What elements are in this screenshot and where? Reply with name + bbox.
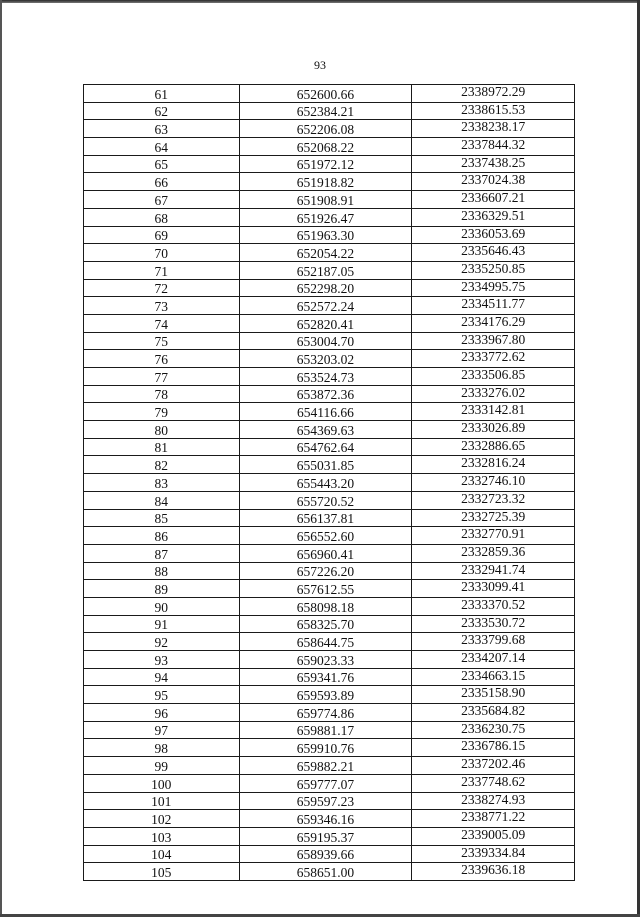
table-row [84,120,575,138]
table-row [84,562,575,580]
y-coordinate-cell: 2333530.72 [412,615,575,633]
point-number-cell: 93 [84,651,240,669]
table-row [84,261,575,279]
y-coordinate-cell: 2338972.29 [412,85,575,103]
y-coordinate-cell: 2337202.46 [412,757,575,775]
x-coordinate-cell: 658644.75 [239,633,412,651]
point-number-cell: 96 [84,704,240,722]
x-coordinate-cell: 651918.82 [239,173,412,191]
x-coordinate-cell: 659023.33 [239,651,412,669]
x-coordinate-cell: 659774.86 [239,704,412,722]
table-row [84,633,575,651]
y-coordinate-cell: 2334995.75 [412,279,575,297]
table-row [84,509,575,527]
y-coordinate-cell: 2332725.39 [412,509,575,527]
x-coordinate-cell: 656552.60 [239,527,412,545]
table-row [84,491,575,509]
coordinate-table [83,84,575,881]
x-coordinate-cell: 651963.30 [239,226,412,244]
table-row [84,332,575,350]
x-coordinate-cell: 654762.64 [239,438,412,456]
y-coordinate-cell: 2333026.89 [412,421,575,439]
point-number-cell: 71 [84,261,240,279]
y-coordinate-cell: 2339636.18 [412,863,575,881]
scan-border-left [0,0,2,917]
y-coordinate-cell: 2335646.43 [412,244,575,262]
x-coordinate-cell: 652600.66 [239,85,412,103]
x-coordinate-cell: 658939.66 [239,845,412,863]
y-coordinate-cell: 2336053.69 [412,226,575,244]
point-number-cell: 80 [84,421,240,439]
x-coordinate-cell: 655443.20 [239,474,412,492]
y-coordinate-cell: 2333142.81 [412,403,575,421]
table-row [84,102,575,120]
y-coordinate-cell: 2337024.38 [412,173,575,191]
point-number-cell: 83 [84,474,240,492]
y-coordinate-cell: 2338238.17 [412,120,575,138]
y-coordinate-cell: 2335158.90 [412,686,575,704]
y-coordinate-cell: 2332941.74 [412,562,575,580]
table-row [84,368,575,386]
y-coordinate-cell: 2333506.85 [412,368,575,386]
y-coordinate-cell: 2332816.24 [412,456,575,474]
x-coordinate-cell: 652054.22 [239,244,412,262]
x-coordinate-cell: 659346.16 [239,810,412,828]
point-number-cell: 98 [84,739,240,757]
x-coordinate-cell: 654116.66 [239,403,412,421]
point-number-cell: 92 [84,633,240,651]
point-number-cell: 72 [84,279,240,297]
table-row [84,350,575,368]
table-row [84,403,575,421]
x-coordinate-cell: 659910.76 [239,739,412,757]
table-row [84,739,575,757]
table-row [84,438,575,456]
y-coordinate-cell: 2332723.32 [412,491,575,509]
x-coordinate-cell: 651972.12 [239,155,412,173]
table-row [84,474,575,492]
point-number-cell: 73 [84,297,240,315]
point-number-cell: 100 [84,774,240,792]
table-row [84,668,575,686]
point-number-cell: 67 [84,191,240,209]
x-coordinate-cell: 652187.05 [239,261,412,279]
y-coordinate-cell: 2335684.82 [412,704,575,722]
x-coordinate-cell: 654369.63 [239,421,412,439]
table-row [84,527,575,545]
x-coordinate-cell: 652206.08 [239,120,412,138]
point-number-cell: 90 [84,597,240,615]
x-coordinate-cell: 659882.21 [239,757,412,775]
x-coordinate-cell: 659341.76 [239,668,412,686]
point-number-cell: 89 [84,580,240,598]
point-number-cell: 78 [84,385,240,403]
table-row [84,580,575,598]
table-row [84,686,575,704]
y-coordinate-cell: 2338615.53 [412,102,575,120]
x-coordinate-cell: 651908.91 [239,191,412,209]
y-coordinate-cell: 2334207.14 [412,651,575,669]
point-number-cell: 102 [84,810,240,828]
y-coordinate-cell: 2332859.36 [412,544,575,562]
point-number-cell: 104 [84,845,240,863]
table-row [84,757,575,775]
x-coordinate-cell: 658098.18 [239,597,412,615]
table-row [84,244,575,262]
point-number-cell: 103 [84,827,240,845]
point-number-cell: 69 [84,226,240,244]
x-coordinate-cell: 652572.24 [239,297,412,315]
point-number-cell: 70 [84,244,240,262]
y-coordinate-cell: 2333370.52 [412,597,575,615]
x-coordinate-cell: 653203.02 [239,350,412,368]
point-number-cell: 82 [84,456,240,474]
table-row [84,155,575,173]
table-row [84,297,575,315]
point-number-cell: 64 [84,138,240,156]
y-coordinate-cell: 2338274.93 [412,792,575,810]
y-coordinate-cell: 2333276.02 [412,385,575,403]
point-number-cell: 99 [84,757,240,775]
y-coordinate-cell: 2338771.22 [412,810,575,828]
x-coordinate-cell: 658325.70 [239,615,412,633]
table-row [84,615,575,633]
table-row [84,208,575,226]
table-row [84,421,575,439]
x-coordinate-cell: 657226.20 [239,562,412,580]
table-row [84,810,575,828]
point-number-cell: 81 [84,438,240,456]
table-row [84,792,575,810]
y-coordinate-cell: 2333099.41 [412,580,575,598]
table-row [84,845,575,863]
point-number-cell: 66 [84,173,240,191]
table-row [84,597,575,615]
point-number-cell: 63 [84,120,240,138]
y-coordinate-cell: 2337438.25 [412,155,575,173]
point-number-cell: 94 [84,668,240,686]
x-coordinate-cell: 657612.55 [239,580,412,598]
y-coordinate-cell: 2336786.15 [412,739,575,757]
table-row [84,173,575,191]
table-row [84,314,575,332]
x-coordinate-cell: 655031.85 [239,456,412,474]
y-coordinate-cell: 2334511.77 [412,297,575,315]
table-row [84,721,575,739]
y-coordinate-cell: 2339334.84 [412,845,575,863]
x-coordinate-cell: 656960.41 [239,544,412,562]
table-row [84,385,575,403]
x-coordinate-cell: 655720.52 [239,491,412,509]
y-coordinate-cell: 2337844.32 [412,138,575,156]
x-coordinate-cell: 651926.47 [239,208,412,226]
table-row [84,827,575,845]
x-coordinate-cell: 653004.70 [239,332,412,350]
y-coordinate-cell: 2332886.65 [412,438,575,456]
table-row [84,544,575,562]
x-coordinate-cell: 659597.23 [239,792,412,810]
x-coordinate-cell: 659881.17 [239,721,412,739]
point-number-cell: 62 [84,102,240,120]
y-coordinate-cell: 2336230.75 [412,721,575,739]
x-coordinate-cell: 652820.41 [239,314,412,332]
y-coordinate-cell: 2335250.85 [412,261,575,279]
coordinate-table-body [84,85,575,881]
y-coordinate-cell: 2336329.51 [412,208,575,226]
point-number-cell: 85 [84,509,240,527]
y-coordinate-cell: 2337748.62 [412,774,575,792]
x-coordinate-cell: 653872.36 [239,385,412,403]
y-coordinate-cell: 2332746.10 [412,474,575,492]
table-row [84,704,575,722]
table-row [84,456,575,474]
y-coordinate-cell: 2334663.15 [412,668,575,686]
y-coordinate-cell: 2333967.80 [412,332,575,350]
x-coordinate-cell: 659195.37 [239,827,412,845]
x-coordinate-cell: 659593.89 [239,686,412,704]
page-number: 93 [314,58,326,72]
point-number-cell: 77 [84,368,240,386]
y-coordinate-cell: 2334176.29 [412,314,575,332]
point-number-cell: 65 [84,155,240,173]
y-coordinate-cell: 2339005.09 [412,827,575,845]
table-row [84,651,575,669]
y-coordinate-cell: 2336607.21 [412,191,575,209]
table-row [84,279,575,297]
x-coordinate-cell: 653524.73 [239,368,412,386]
point-number-cell: 79 [84,403,240,421]
point-number-cell: 88 [84,562,240,580]
point-number-cell: 101 [84,792,240,810]
table-row [84,226,575,244]
point-number-cell: 74 [84,314,240,332]
y-coordinate-cell: 2333772.62 [412,350,575,368]
point-number-cell: 95 [84,686,240,704]
table-row [84,191,575,209]
point-number-cell: 76 [84,350,240,368]
point-number-cell: 61 [84,85,240,103]
x-coordinate-cell: 652068.22 [239,138,412,156]
x-coordinate-cell: 656137.81 [239,509,412,527]
y-coordinate-cell: 2332770.91 [412,527,575,545]
table-row [84,85,575,103]
point-number-cell: 68 [84,208,240,226]
table-row [84,138,575,156]
y-coordinate-cell: 2333799.68 [412,633,575,651]
x-coordinate-cell: 652384.21 [239,102,412,120]
point-number-cell: 86 [84,527,240,545]
scan-border-top [0,0,640,3]
table-row [84,774,575,792]
x-coordinate-cell: 659777.07 [239,774,412,792]
table-row [84,863,575,881]
point-number-cell: 91 [84,615,240,633]
point-number-cell: 97 [84,721,240,739]
point-number-cell: 84 [84,491,240,509]
point-number-cell: 105 [84,863,240,881]
point-number-cell: 75 [84,332,240,350]
point-number-cell: 87 [84,544,240,562]
x-coordinate-cell: 658651.00 [239,863,412,881]
x-coordinate-cell: 652298.20 [239,279,412,297]
